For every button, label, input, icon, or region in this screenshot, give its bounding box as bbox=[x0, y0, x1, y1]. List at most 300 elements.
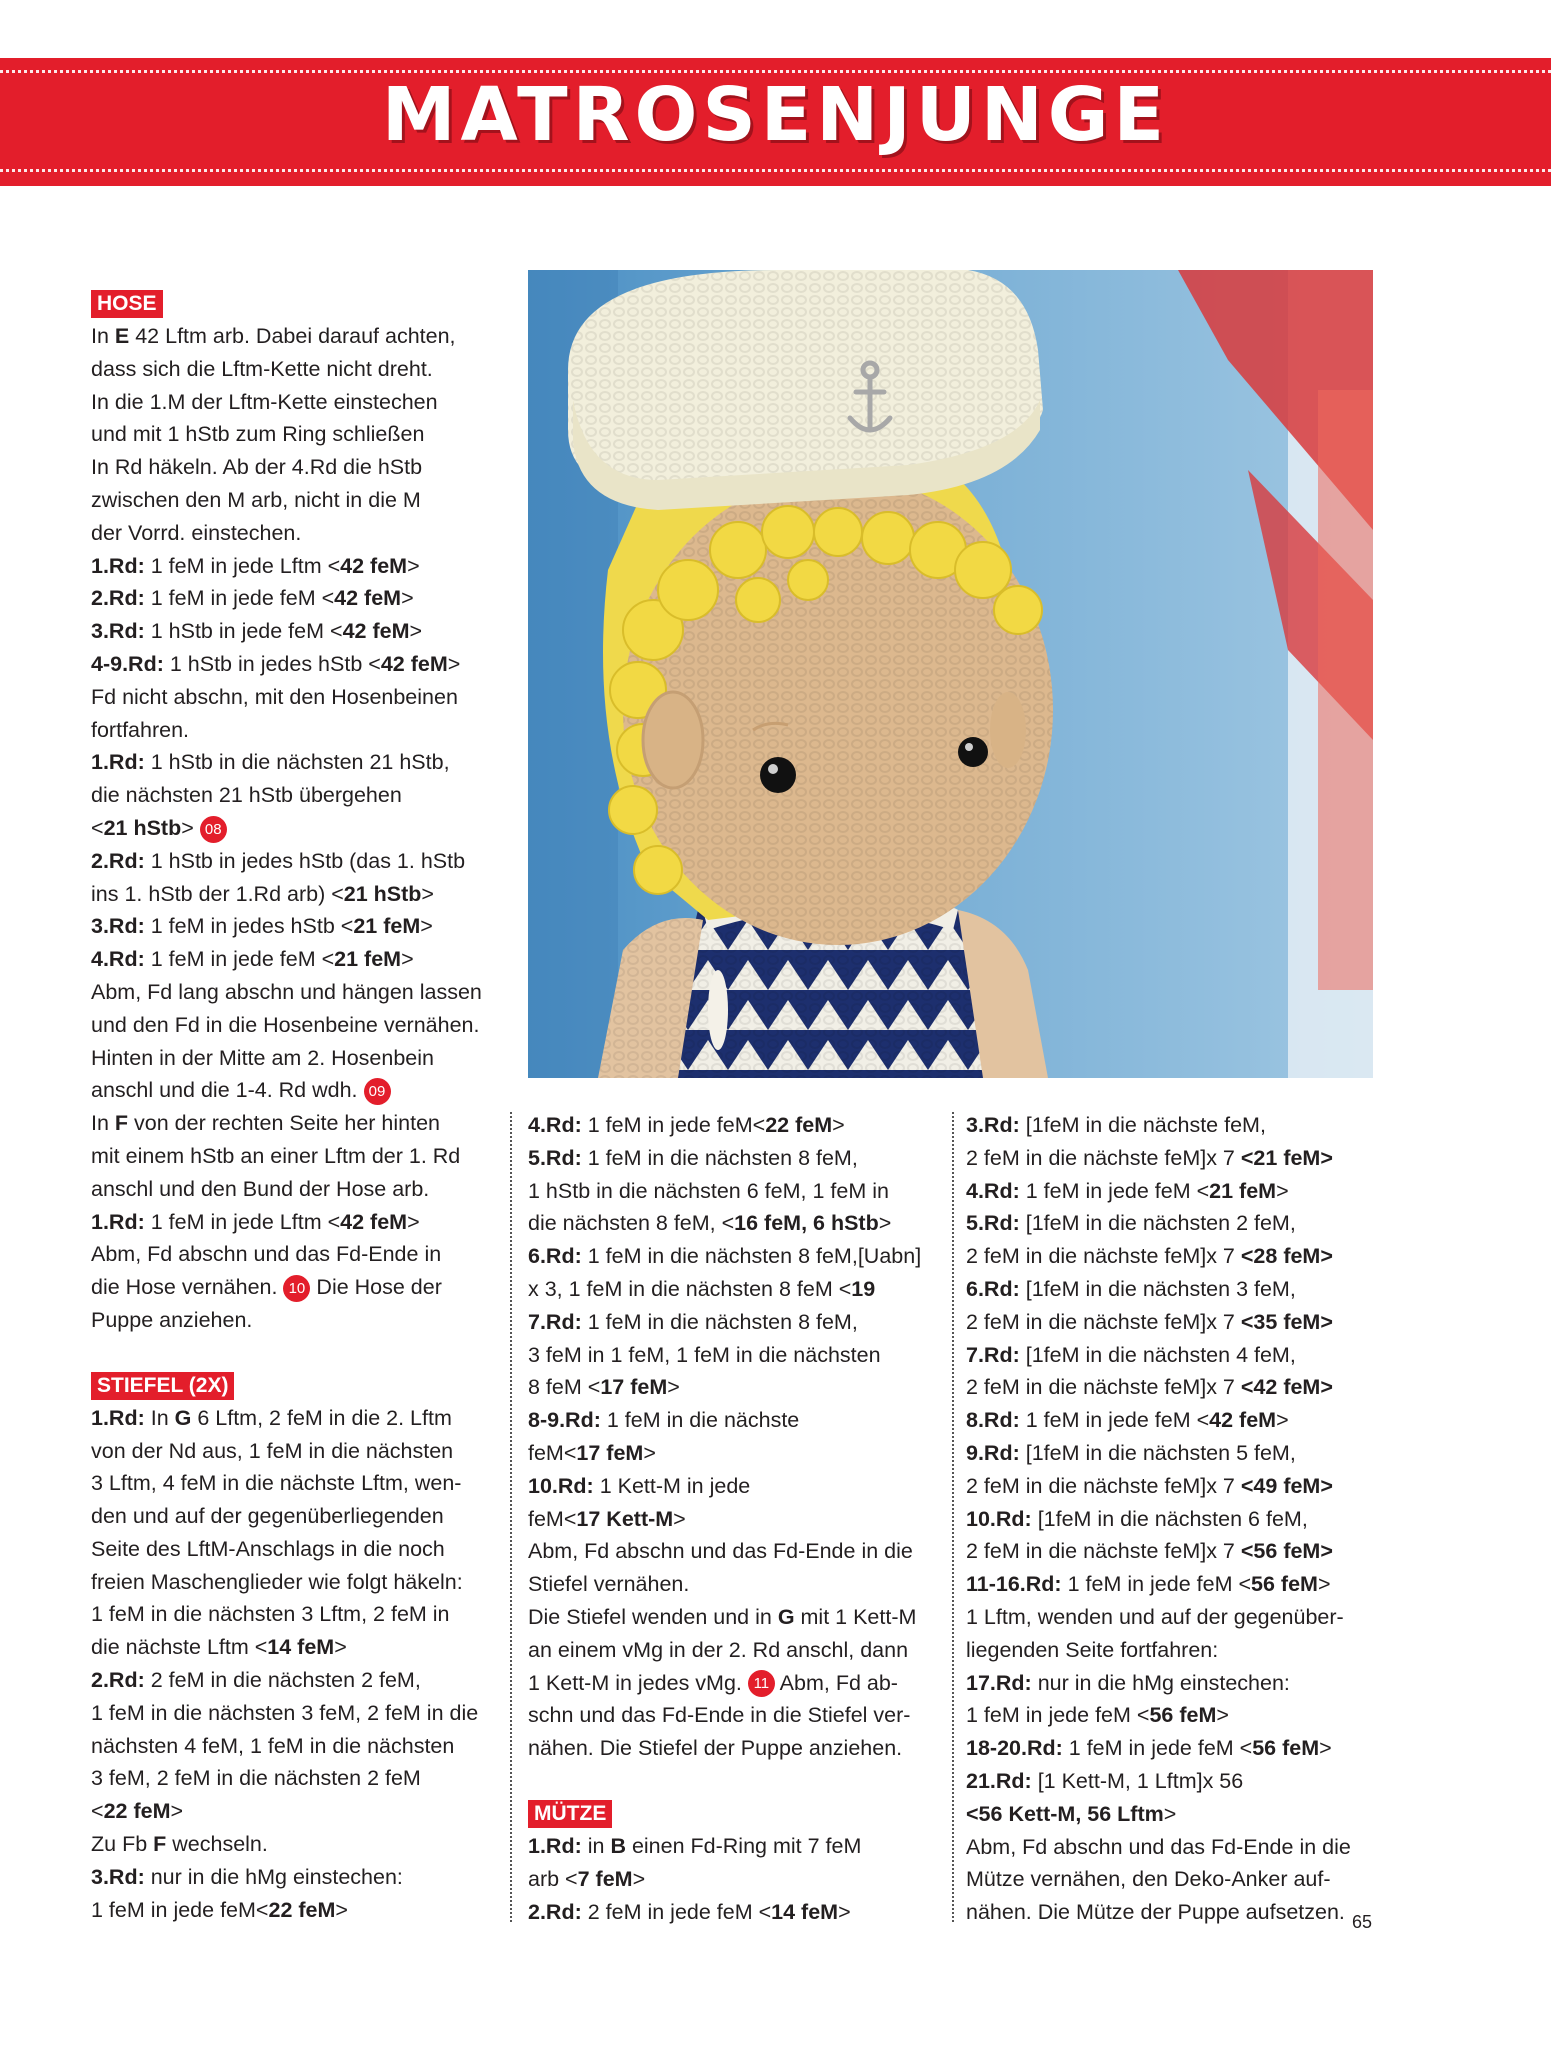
instruction-line bbox=[91, 615, 482, 648]
instruction-line bbox=[91, 550, 482, 583]
stitch-count: 21 hStb bbox=[343, 881, 422, 906]
stitch-count: <35 feM> bbox=[1240, 1309, 1333, 1334]
instruction-line bbox=[91, 1206, 482, 1239]
instruction-line bbox=[966, 1831, 1351, 1864]
section-head-muetze: MÜTZE bbox=[528, 1800, 612, 1828]
instruction-line bbox=[528, 1830, 921, 1863]
instruction-text: 1 Lftm, wenden und auf der gegenüber- bbox=[966, 1604, 1344, 1629]
instruction-line bbox=[91, 878, 482, 911]
instruction-text: den und auf der gegenüberliegenden bbox=[91, 1504, 444, 1529]
stitch-count: 21 feM bbox=[353, 914, 421, 939]
instruction-line bbox=[528, 1568, 921, 1601]
instruction-line bbox=[966, 1470, 1351, 1503]
round-label: 1.Rd: bbox=[528, 1833, 582, 1858]
stiefel-instructions-continued bbox=[528, 1109, 921, 1765]
instruction-text: Abm, Fd abschn und das Fd-Ende in bbox=[91, 1242, 442, 1267]
yarn-color-letter: F bbox=[153, 1832, 167, 1857]
round-label: 7.Rd: bbox=[966, 1342, 1020, 1367]
column-right bbox=[966, 1109, 1351, 1929]
instruction-text: > bbox=[181, 815, 200, 840]
instruction-text: 1 feM in jede feM< bbox=[581, 1113, 766, 1137]
instruction-line bbox=[966, 1765, 1351, 1798]
instruction-line bbox=[91, 779, 482, 812]
stitch-count: 14 feM bbox=[771, 1899, 839, 1924]
instruction-text: [1feM in die nächsten 4 feM, bbox=[1019, 1342, 1296, 1367]
instruction-line bbox=[528, 1240, 921, 1273]
stitch-count: 17 Kett-M bbox=[576, 1506, 674, 1531]
instruction-text: nähen. Die Stiefel der Puppe anziehen. bbox=[528, 1736, 903, 1761]
instruction-line bbox=[966, 1535, 1351, 1568]
instruction-line bbox=[91, 1435, 482, 1468]
instruction-line bbox=[91, 1467, 482, 1500]
instruction-text: wechseln. bbox=[166, 1832, 268, 1857]
step-number-badge: 09 bbox=[364, 1078, 391, 1105]
instruction-line bbox=[91, 1107, 482, 1140]
instruction-line bbox=[966, 1437, 1351, 1470]
instruction-line bbox=[91, 1828, 482, 1861]
stitch-count: <28 feM> bbox=[1240, 1244, 1333, 1269]
instruction-text: Puppe anziehen. bbox=[91, 1307, 253, 1332]
round-label: 4.Rd: bbox=[528, 1113, 582, 1137]
instruction-text: an einem vMg in der 2. Rd anschl, dann bbox=[528, 1637, 909, 1662]
instruction-text: ins 1. hStb der 1.Rd arb) < bbox=[91, 881, 344, 906]
instruction-text: > bbox=[407, 553, 420, 578]
instruction-line bbox=[528, 1109, 921, 1142]
instruction-text: in bbox=[581, 1833, 611, 1858]
page-title: MATROSENJUNGE bbox=[381, 72, 1170, 158]
instruction-text: Abm, Fd abschn und das Fd-Ende in die bbox=[966, 1834, 1351, 1859]
instruction-line bbox=[966, 1863, 1351, 1896]
instruction-line bbox=[528, 1306, 921, 1339]
round-label: 2.Rd: bbox=[528, 1899, 582, 1924]
instruction-line bbox=[966, 1667, 1351, 1700]
instruction-line bbox=[91, 386, 482, 419]
instruction-text: 2 feM in die nächste feM]x 7 bbox=[966, 1145, 1241, 1170]
instruction-line bbox=[966, 1404, 1351, 1437]
instruction-text: einen Fd-Ring mit 7 feM bbox=[625, 1833, 862, 1858]
stitch-count: 42 feM bbox=[340, 1209, 408, 1234]
instruction-line bbox=[528, 1437, 921, 1470]
instruction-text: arb < bbox=[528, 1866, 578, 1891]
instruction-line bbox=[91, 1598, 482, 1631]
stitch-count: 16 feM, 6 hStb bbox=[734, 1211, 879, 1236]
banner-dotted-line-bottom bbox=[0, 169, 1551, 172]
instruction-text: 1 feM in jede feM < bbox=[1019, 1178, 1210, 1203]
instruction-text: und mit 1 hStb zum Ring schließen bbox=[91, 422, 425, 447]
round-label: 7.Rd: bbox=[528, 1309, 582, 1334]
instruction-text: > bbox=[878, 1211, 892, 1236]
instruction-line bbox=[528, 1732, 921, 1765]
instruction-line bbox=[91, 1500, 482, 1533]
column-left bbox=[91, 287, 482, 1926]
instruction-line bbox=[91, 976, 482, 1009]
instruction-line bbox=[91, 582, 482, 615]
instruction-text: 1 hStb in jedes hStb < bbox=[163, 651, 381, 676]
instruction-text: > bbox=[1163, 1801, 1177, 1826]
instruction-text: nähen. Die Mütze der Puppe aufsetzen. bbox=[966, 1900, 1345, 1925]
instruction-line bbox=[91, 1664, 482, 1697]
instruction-text: In bbox=[91, 324, 115, 348]
instruction-text: 2 feM in die nächsten 2 feM, bbox=[144, 1668, 421, 1693]
round-label: 4.Rd: bbox=[91, 947, 145, 972]
instruction-text: freien Maschenglieder wie folgt häkeln: bbox=[91, 1569, 463, 1594]
instruction-text: 2 feM in die nächste feM]x 7 bbox=[966, 1473, 1241, 1498]
instruction-text: schn und das Fd-Ende in die Stiefel ver- bbox=[528, 1703, 911, 1728]
stitch-count: 21 feM bbox=[1209, 1178, 1277, 1203]
instruction-text: > bbox=[673, 1506, 686, 1531]
instruction-line bbox=[528, 1634, 921, 1667]
instruction-text: > bbox=[1319, 1736, 1332, 1761]
yarn-color-letter: E bbox=[114, 324, 130, 348]
stitch-count: 21 hStb bbox=[103, 815, 182, 840]
instruction-text: nächsten 4 feM, 1 feM in die nächsten bbox=[91, 1733, 455, 1758]
yarn-color-letter: F bbox=[114, 1111, 129, 1136]
round-label: 11-16.Rd: bbox=[966, 1572, 1062, 1597]
instruction-text: 1 hStb in jede feM < bbox=[144, 619, 343, 644]
instruction-line bbox=[966, 1306, 1351, 1339]
instruction-text: nur in die hMg einstechen: bbox=[144, 1864, 403, 1889]
instruction-text: 1 feM in jede Lftm < bbox=[144, 1209, 341, 1234]
instruction-line bbox=[91, 1566, 482, 1599]
instruction-line bbox=[91, 484, 482, 517]
instruction-text: > bbox=[420, 914, 433, 939]
instruction-text: mit einem hStb an einer Lftm der 1. Rd bbox=[91, 1143, 461, 1168]
instruction-line bbox=[528, 1339, 921, 1372]
stitch-count: 17 feM bbox=[600, 1375, 668, 1400]
stitch-count: 22 feM bbox=[103, 1799, 171, 1824]
instruction-text: 1 feM in jede Lftm < bbox=[144, 553, 341, 578]
instruction-line bbox=[966, 1207, 1351, 1240]
round-label: 1.Rd: bbox=[91, 1209, 145, 1234]
instruction-text: Die Stiefel wenden und in bbox=[528, 1604, 778, 1629]
instruction-text: > bbox=[407, 1209, 420, 1234]
instruction-text: Fd nicht abschn, mit den Hosenbeinen bbox=[91, 684, 458, 709]
instruction-line bbox=[966, 1699, 1351, 1732]
round-label: 17.Rd: bbox=[966, 1670, 1032, 1695]
instruction-line bbox=[91, 1697, 482, 1730]
column-divider-right bbox=[952, 1112, 954, 1922]
instruction-line bbox=[91, 714, 482, 747]
stitch-count: 56 feM bbox=[1252, 1736, 1320, 1761]
instruction-text: liegenden Seite fortfahren: bbox=[966, 1637, 1219, 1662]
step-number-badge: 08 bbox=[200, 816, 227, 843]
column-divider-left bbox=[510, 1112, 512, 1922]
instruction-text: 1 Kett-M in jedes vMg. bbox=[528, 1670, 748, 1695]
instruction-line bbox=[528, 1470, 921, 1503]
instruction-line bbox=[966, 1371, 1351, 1404]
stitch-count: 42 feM bbox=[334, 586, 402, 611]
instruction-text: [1feM in die nächsten 5 feM, bbox=[1019, 1440, 1296, 1465]
round-label: 1.Rd: bbox=[91, 1405, 145, 1430]
instruction-text: 6 Lftm, 2 feM in die 2. Lftm bbox=[191, 1405, 452, 1430]
instruction-text: 2 feM in die nächste feM]x 7 bbox=[966, 1309, 1241, 1334]
instruction-text: 1 feM in die nächsten 8 feM,[Uabn] bbox=[581, 1244, 922, 1269]
instruction-text: 1 feM in jede feM < bbox=[144, 947, 335, 972]
instruction-line bbox=[528, 1863, 921, 1896]
instruction-line bbox=[966, 1568, 1351, 1601]
instruction-text: 1 hStb in jedes hStb (das 1. hStb bbox=[144, 848, 466, 873]
stiefel-instructions bbox=[91, 1402, 482, 1927]
round-label: 3.Rd: bbox=[91, 619, 145, 644]
instruction-text: 1 feM in jede feM < bbox=[966, 1703, 1150, 1728]
instruction-text: die Hose vernähen. bbox=[91, 1275, 284, 1300]
doll-photo bbox=[528, 270, 1373, 1078]
stitch-count: 56 feM bbox=[1149, 1703, 1217, 1728]
instruction-text: 1 hStb in die nächsten 21 hStb, bbox=[144, 750, 450, 775]
instruction-text: Abm, Fd lang abschn und hängen lassen bbox=[91, 979, 482, 1004]
instruction-text: Stiefel vernähen. bbox=[528, 1572, 690, 1597]
instruction-text: 2 feM in die nächste feM]x 7 bbox=[966, 1539, 1241, 1564]
instruction-text: von der rechten Seite her hinten bbox=[128, 1111, 440, 1136]
instruction-text: 2 feM in jede feM < bbox=[581, 1899, 772, 1924]
instruction-line bbox=[528, 1371, 921, 1404]
instruction-text: < bbox=[91, 1799, 104, 1824]
instruction-line bbox=[91, 451, 482, 484]
instruction-line bbox=[91, 1304, 482, 1337]
yarn-color-letter: G bbox=[174, 1405, 192, 1430]
muetze-instructions bbox=[528, 1830, 921, 1928]
instruction-text: der Vorrd. einstechen. bbox=[91, 520, 302, 545]
instruction-line bbox=[966, 1109, 1351, 1142]
instruction-text: 1 feM in die nächsten 3 feM, 2 feM in die bbox=[91, 1700, 479, 1725]
instruction-line bbox=[528, 1667, 921, 1700]
step-number-badge: 10 bbox=[283, 1275, 310, 1302]
round-label: 21.Rd: bbox=[966, 1768, 1032, 1793]
yarn-color-letter: B bbox=[610, 1833, 626, 1858]
instruction-line bbox=[91, 1074, 482, 1107]
instruction-line bbox=[91, 320, 482, 353]
round-label: 8.Rd: bbox=[966, 1408, 1020, 1433]
instruction-line bbox=[528, 1142, 921, 1175]
instruction-line bbox=[91, 812, 482, 845]
instruction-line bbox=[91, 1894, 482, 1927]
instruction-text: von der Nd aus, 1 feM in die nächsten bbox=[91, 1438, 454, 1463]
instruction-line bbox=[966, 1503, 1351, 1536]
stitch-count: 19 bbox=[851, 1276, 876, 1301]
instruction-text: 1 feM in die nächsten 3 Lftm, 2 feM in bbox=[91, 1602, 450, 1627]
instruction-text: In Rd häkeln. Ab der 4.Rd die hStb bbox=[91, 455, 423, 480]
instruction-text: > bbox=[401, 947, 414, 972]
section-head-stiefel: STIEFEL (2X) bbox=[91, 1372, 234, 1400]
instruction-line bbox=[966, 1240, 1351, 1273]
instruction-text: 1 feM in jede feM < bbox=[1019, 1408, 1210, 1433]
round-label: 5.Rd: bbox=[528, 1145, 582, 1170]
round-label: 10.Rd: bbox=[528, 1473, 594, 1498]
instruction-text: Die Hose der bbox=[310, 1275, 442, 1300]
section-head-hose: HOSE bbox=[91, 290, 163, 318]
instruction-text: 1 feM in die nächste bbox=[600, 1408, 800, 1433]
hose-instructions bbox=[91, 320, 482, 1337]
instruction-text: mit 1 Kett-M bbox=[794, 1604, 917, 1629]
instruction-text: > bbox=[632, 1866, 646, 1891]
instruction-line bbox=[528, 1175, 921, 1208]
instruction-text: [1feM in die nächste feM, bbox=[1019, 1113, 1266, 1137]
instruction-line bbox=[966, 1601, 1351, 1634]
instruction-text: anschl und die 1-4. Rd wdh. bbox=[91, 1078, 364, 1103]
sailor-doll-illustration bbox=[528, 270, 1373, 1078]
round-label: 1.Rd: bbox=[91, 553, 145, 578]
instruction-text: > bbox=[421, 881, 434, 906]
stitch-count: <49 feM> bbox=[1240, 1473, 1333, 1498]
round-label: 6.Rd: bbox=[966, 1276, 1020, 1301]
round-label: 1.Rd: bbox=[91, 750, 145, 775]
stitch-count: 14 feM bbox=[267, 1635, 335, 1660]
instruction-text: 3 feM, 2 feM in die nächsten 2 feM bbox=[91, 1766, 421, 1791]
instruction-text: feM< bbox=[528, 1440, 577, 1465]
round-label: 8-9.Rd: bbox=[528, 1408, 601, 1433]
stitch-count: <42 feM> bbox=[1240, 1375, 1333, 1400]
instruction-text: die nächste Lftm < bbox=[91, 1635, 268, 1660]
round-label: 4-9.Rd: bbox=[91, 651, 164, 676]
stitch-count: 22 feM bbox=[268, 1897, 336, 1922]
stitch-count: 42 feM bbox=[1209, 1408, 1277, 1433]
instruction-line bbox=[91, 1631, 482, 1664]
round-label: 4.Rd: bbox=[966, 1178, 1020, 1203]
instruction-line bbox=[91, 910, 482, 943]
stitch-count: 42 feM bbox=[380, 651, 448, 676]
instruction-text: die nächsten 8 feM, < bbox=[528, 1211, 735, 1236]
instruction-line bbox=[91, 648, 482, 681]
instruction-line bbox=[91, 1009, 482, 1042]
instruction-line bbox=[966, 1175, 1351, 1208]
instruction-line bbox=[91, 1533, 482, 1566]
instruction-line bbox=[528, 1601, 921, 1634]
round-label: 2.Rd: bbox=[91, 1668, 145, 1693]
instruction-text: > bbox=[409, 619, 423, 644]
instruction-text: die nächsten 21 hStb übergehen bbox=[91, 783, 402, 808]
instruction-line bbox=[91, 418, 482, 451]
instruction-text: anschl und den Bund der Hose arb. bbox=[91, 1176, 430, 1201]
instruction-text: > bbox=[1216, 1703, 1229, 1728]
muetze-instructions-continued bbox=[966, 1109, 1351, 1929]
instruction-line bbox=[91, 1140, 482, 1173]
stitch-count: <56 feM> bbox=[1240, 1539, 1333, 1564]
yarn-color-letter: G bbox=[777, 1604, 795, 1629]
round-label: 2.Rd: bbox=[91, 586, 145, 611]
instruction-text: Mütze vernähen, den Deko-Anker auf- bbox=[966, 1867, 1331, 1892]
instruction-text: < bbox=[91, 815, 104, 840]
round-label: 5.Rd: bbox=[966, 1211, 1020, 1236]
instruction-text: > bbox=[335, 1897, 348, 1922]
instruction-text: fortfahren. bbox=[91, 717, 189, 742]
instruction-line bbox=[91, 1238, 482, 1271]
instruction-text: > bbox=[447, 651, 461, 676]
instruction-text: dass sich die Lftm-Kette nicht dreht. bbox=[91, 356, 433, 381]
round-label: 18-20.Rd: bbox=[966, 1736, 1063, 1761]
instruction-text: [1 Kett-M, 1 Lftm]x 56 bbox=[1031, 1768, 1244, 1793]
instruction-line bbox=[91, 517, 482, 550]
instruction-text: 1 feM in die nächsten 8 feM, bbox=[581, 1309, 858, 1334]
instruction-text: Abm, Fd abschn und das Fd-Ende in die bbox=[528, 1539, 913, 1564]
instruction-text: 1 feM in die nächsten 8 feM, bbox=[581, 1145, 858, 1170]
stitch-count: 22 feM bbox=[765, 1113, 833, 1137]
stitch-count: 42 feM bbox=[340, 553, 408, 578]
instruction-text: nur in die hMg einstechen: bbox=[1031, 1670, 1290, 1695]
round-label: 9.Rd: bbox=[966, 1440, 1020, 1465]
instruction-line bbox=[91, 746, 482, 779]
instruction-line bbox=[966, 1798, 1351, 1831]
page-number: 65 bbox=[1352, 1912, 1373, 1932]
column-middle bbox=[528, 1109, 921, 1928]
instruction-text: [1feM in die nächsten 6 feM, bbox=[1031, 1506, 1308, 1531]
round-label: 6.Rd: bbox=[528, 1244, 582, 1269]
instruction-line bbox=[528, 1273, 921, 1306]
instruction-text: feM< bbox=[528, 1506, 577, 1531]
instruction-text: 1 feM in jedes hStb < bbox=[144, 914, 354, 939]
instruction-line bbox=[528, 1535, 921, 1568]
instruction-line bbox=[91, 1042, 482, 1075]
instruction-text: [1feM in die nächsten 3 feM, bbox=[1019, 1276, 1296, 1301]
instruction-text: 1 hStb in die nächsten 6 feM, 1 feM in bbox=[528, 1178, 889, 1203]
instruction-text: > bbox=[334, 1635, 347, 1660]
instruction-text: Abm, Fd ab- bbox=[774, 1670, 898, 1695]
round-label: 3.Rd: bbox=[91, 914, 145, 939]
round-label: 3.Rd: bbox=[966, 1113, 1020, 1137]
instruction-text: 1 feM in jede feM< bbox=[91, 1897, 269, 1922]
stitch-count: 17 feM bbox=[576, 1440, 644, 1465]
instruction-text: 3 Lftm, 4 feM in die nächste Lftm, wen- bbox=[91, 1471, 462, 1496]
step-number-badge: 11 bbox=[748, 1670, 775, 1697]
instruction-line bbox=[91, 353, 482, 386]
instruction-line bbox=[966, 1732, 1351, 1765]
instruction-line bbox=[528, 1404, 921, 1437]
instruction-line bbox=[528, 1503, 921, 1536]
title-banner bbox=[0, 58, 1551, 186]
instruction-line bbox=[91, 1762, 482, 1795]
instruction-text: > bbox=[643, 1440, 656, 1465]
instruction-text: > bbox=[401, 586, 414, 611]
round-label: 2.Rd: bbox=[91, 848, 145, 873]
instruction-line bbox=[528, 1896, 921, 1929]
stitch-count: 42 feM bbox=[342, 619, 410, 644]
stitch-count: 7 feM bbox=[577, 1866, 633, 1891]
instruction-text: 8 feM < bbox=[528, 1375, 601, 1400]
instruction-line bbox=[91, 1402, 482, 1435]
round-label: 10.Rd: bbox=[966, 1506, 1032, 1531]
instruction-line bbox=[966, 1634, 1351, 1667]
instruction-text: 42 Lftm arb. Dabei darauf achten, bbox=[129, 324, 456, 348]
instruction-line bbox=[91, 943, 482, 976]
instruction-text: Seite des LftM-Anschlags in die noch bbox=[91, 1536, 445, 1561]
instruction-text: In bbox=[144, 1405, 175, 1430]
stitch-count: 56 feM bbox=[1251, 1572, 1318, 1597]
instruction-text: > bbox=[1276, 1178, 1289, 1203]
instruction-text: > bbox=[667, 1375, 680, 1400]
instruction-text: 3 feM in 1 feM, 1 feM in die nächsten bbox=[528, 1342, 881, 1367]
instruction-line bbox=[966, 1142, 1351, 1175]
instruction-text: > bbox=[1276, 1408, 1289, 1433]
round-label: 3.Rd: bbox=[91, 1864, 145, 1889]
instruction-line bbox=[91, 845, 482, 878]
stitch-count: <21 feM> bbox=[1240, 1145, 1333, 1170]
instruction-text: Hinten in der Mitte am 2. Hosenbein bbox=[91, 1045, 434, 1070]
instruction-text: 1 Kett-M in jede bbox=[593, 1473, 751, 1498]
instruction-text: 1 feM in jede feM < bbox=[144, 586, 335, 611]
instruction-text: > bbox=[838, 1899, 851, 1924]
instruction-line bbox=[91, 1173, 482, 1206]
instruction-line bbox=[91, 681, 482, 714]
instruction-line bbox=[91, 1730, 482, 1763]
instruction-text: In die 1.M der Lftm-Kette einstechen bbox=[91, 389, 438, 414]
instruction-text: x 3, 1 feM in die nächsten 8 feM < bbox=[528, 1276, 852, 1301]
instruction-line bbox=[91, 1861, 482, 1894]
instruction-text: zwischen den M arb, nicht in die M bbox=[91, 487, 421, 512]
instruction-line bbox=[528, 1699, 921, 1732]
instruction-text: 1 feM in jede feM < bbox=[1062, 1736, 1253, 1761]
stitch-count: 21 feM bbox=[334, 947, 402, 972]
instruction-text: In bbox=[91, 1111, 115, 1136]
instruction-text: > bbox=[170, 1799, 184, 1824]
